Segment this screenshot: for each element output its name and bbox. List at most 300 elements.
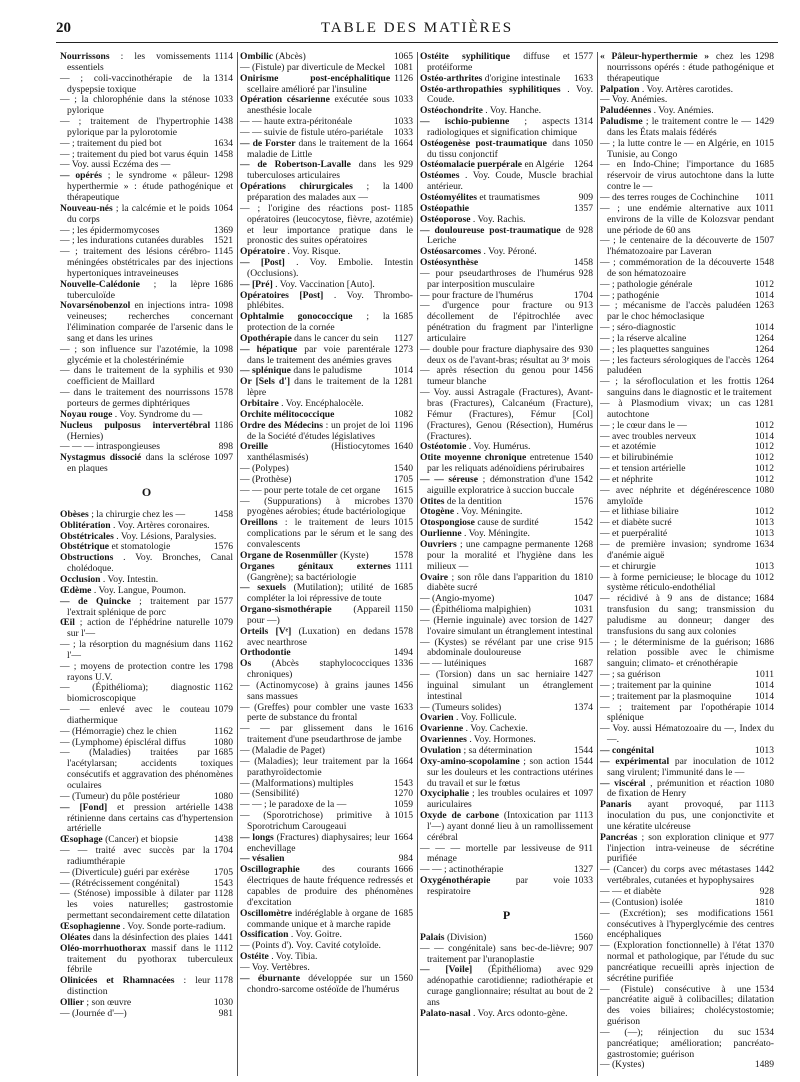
entry-text: en Algérie [524,159,565,171]
entry-text: de Leriche [427,224,575,247]
entry-text: ayant provoqué, par inoculation du pus, une conjonctivite et une kératite ulcéreuse [607,799,774,832]
page-ref: 1012 [754,452,774,464]
entry-text: ; les troubles oculaires et auriculaires [427,788,570,811]
index-entry [420,453,593,475]
index-entry [240,833,413,855]
entry-text: — ; la lutte contre le — en Algérie, en Tunisie, au Congo [600,137,751,160]
index-entry [240,583,413,605]
page-ref: 1264 [754,343,774,355]
index-entry [60,748,233,791]
entry-text: : les vomissements essentiels [67,52,211,73]
page-ref: 1687 [573,658,593,670]
entry-term: — éburnante [240,972,300,984]
entry-term: Ostéite [240,951,269,963]
page-ref: 1314 [213,72,233,84]
page-ref: 1810 [754,896,774,908]
index-entry [240,605,413,627]
entry-text: — ; la résorption du magnésium dans l'— [60,639,211,661]
entry-text: — ; la chlorophénie dans la sténose pylorique [60,94,210,117]
entry-text: — ; le déterminisme de la guérison; relation possible avec le chimisme sanguin; climato- et crénothérapie [600,636,774,670]
page-ref: 1400 [393,181,413,193]
index-entry [240,182,413,204]
index-entry [240,974,413,996]
entry-term: — [Voile] [420,964,473,976]
entry-term: Palato-nasal [420,1007,471,1019]
entry-term: Opération césarienne [240,94,330,106]
entry-term: Orthodontie [240,647,291,659]
index-entry [600,540,774,562]
page-ref: 1357 [573,202,593,214]
page-ref: 1534 [754,983,774,995]
entry-text: — ; traitement de l'hypertrophie pylorique par la pylorotomie [60,116,210,138]
index-entry [420,269,593,291]
entry-text: dans le cancer du sein [294,332,379,344]
index-entry [240,258,413,280]
page-ref: 1059 [393,799,413,811]
page-ref: 1336 [393,658,413,670]
entry-text: massif dans le traitement du pyothorax tuberculeux fébrile [67,942,233,976]
entry-text: — et bilirubinémie [600,452,674,464]
index-entry [60,280,233,302]
index-entry [420,944,593,966]
entry-text: . Voy. Lésions, Paralysies. [116,530,217,542]
entry-text: — (Prothèse) [240,473,292,485]
entry-text: — (Sténose) impossible à dilater par les voies naturelles; gastrostomie permettant secondairement cette dilatation [60,888,233,922]
page-ref: 1548 [754,257,774,269]
entry-text: développée sur un chondro-sarcome ostéoïde de l'humérus [247,972,400,995]
page-ref: 1081 [393,61,413,73]
page-ref: 928 [759,885,774,897]
entry-term: Oléo-morrhuothorax [60,942,147,954]
entry-text: . Voy. Méningite. [456,506,523,518]
index-entry [600,985,774,1028]
entry-text: — (Kystes) [600,1059,645,1071]
entry-text: . Voy. Goitre. [290,929,342,941]
page-number: 20 [56,20,71,36]
page-ref: 1128 [214,888,233,900]
entry-text: — — — intraspongieuses [60,441,160,453]
entry-term: Ombilic [240,52,274,62]
page-ref: 1014 [754,322,774,334]
page-ref: 1489 [754,1059,774,1071]
page-header [56,20,778,43]
index-entry [60,204,233,226]
page-ref: 1705 [393,473,413,485]
entry-term: Otite moyenne chronique [420,452,527,464]
page-ref: 1079 [213,617,233,629]
index-entry [420,388,593,442]
entry-text: — (Maladie de Paget) [240,745,325,756]
index-entry [600,356,774,378]
entry-text: d'origine intestinale [484,72,561,84]
entry-text: — (Rétrécissement congénital) [60,877,180,889]
entry-text: — en Indo-Chine; l'importance du réservoir de virus autochtone dans la lutte contre le — [600,159,774,193]
entry-term: — de Quincke [60,595,131,607]
entry-text: exécutée sous anesthésie locale [247,94,390,117]
index-entry [60,944,233,977]
page-ref: 1281 [393,376,413,388]
entry-text: — ; son influence sur l'azotémie, la glycémie et la cholestérinémie [60,343,210,366]
entry-term: Ossification [240,929,289,941]
entry-text: . Voy. Méningite. [463,528,530,540]
entry-text: : un projet de loi de la Société d'études législatives [247,419,391,442]
entry-term: Organes génitaux externes [240,560,391,572]
entry-term: Oreillons [240,517,278,529]
entry-text: — Voy. Anémies. [600,94,668,106]
entry-text: — (Diverticule) guéri par exérèse [60,866,190,878]
page-ref: 1577 [213,595,233,607]
page-ref: 1145 [214,246,233,258]
entry-term: Ostéosarcomes [420,246,482,258]
page-ref: 1014 [754,289,774,301]
entry-term: Otites [420,495,445,507]
entry-text: — (Greffes) pour combler une vaste perte de substance du frontal [240,701,390,724]
entry-term: Paludisme [600,116,643,128]
entry-text: — (Tumeur) du pôle postérieur [60,790,181,802]
index-entry [420,757,593,790]
entry-text: ; une campagne permanente pour la moralité et l'hygiène dans les milieux — [427,538,593,572]
index-entry [600,638,774,671]
page-ref: 1458 [213,508,233,520]
index-entry [600,779,774,801]
entry-term: — douloureuse post-traumatique [420,224,561,236]
entry-text: . Voy. Langue, Poumon. [93,584,186,596]
entry-term: — [Post] [240,257,285,269]
entry-text: par voie respiratoire [427,875,570,897]
page-ref: 1616 [393,723,413,735]
entry-term: Organo-sismothérapie [240,604,332,616]
page-ref: 1542 [573,517,593,529]
entry-term: Opératoires [Post] [240,289,324,301]
entry-text: . Voy. Hanche. [485,105,542,117]
entry-text: chez les nourrissons opérés : étude pathogénique et thérapeutique [607,52,774,84]
index-entry [420,52,593,74]
entry-text: ; sa détermination [463,745,533,756]
entry-text: — (Fistule) par diverticule de Meckel [240,61,386,73]
entry-term: — expérimental [600,755,670,767]
entry-text: — double pour fracture diaphysaire des deux os de l'avant-bras; résultat au 3ᵉ mois [420,343,591,366]
page-ref: 915 [578,636,593,648]
index-entry [60,301,233,344]
entry-term: Ostéo-arthropathies syphilitiques [420,83,561,95]
entry-text: — (Angio-myome) [420,593,495,605]
entry-text: ; la préparation des malades aux — [247,181,390,203]
page-ref: 1705 [213,866,233,878]
index-entry [600,258,774,280]
entry-text: — (Malformations) multiples [240,777,354,789]
section-letter: O [141,484,152,499]
page-ref: 1369 [213,224,233,236]
page-ref: 1370 [754,940,774,952]
entry-term: Œsophagienne [60,920,121,932]
entry-text: . Voy. Rachis. [472,213,526,225]
page-ref: 1640 [393,441,413,453]
page-ref: 928 [578,267,593,279]
entry-text: ; action de l'éphédrine naturelle sur l'— [67,617,210,640]
index-entry [600,909,774,942]
index-entry [420,638,593,660]
entry-text: — (Excrétion); ses modifications consécutives à l'hyperglycémie des centres encéphaliques [600,907,774,941]
page-ref: 1540 [573,452,593,464]
entry-text: — (Maladies) traitées par l'acétylarsan; accidents toxiques consécutifs et aggravation des phénomènes oculaires [60,747,233,791]
page-ref: 1186 [214,419,233,431]
entry-term: Ostéomalacie puerpérale [420,159,523,171]
page-ref: 1268 [573,538,593,550]
entry-text: — (Hernie inguinale) avec torsion de l'ovaire simulant un étranglement intestinal [420,614,593,637]
page-ref: 1185 [394,202,413,214]
page-ref: 1162 [214,682,233,694]
index-entry [600,377,774,399]
page-ref: 1033 [573,875,593,887]
page-ref: 1438 [213,801,233,813]
entry-term: Orbitaire [240,398,279,409]
entry-term: Œdème [60,584,92,596]
page-ref: 1685 [393,582,413,594]
entry-term: — sexuels [240,582,286,594]
entry-term: Palais [420,931,445,943]
index-entry [240,703,413,725]
index-entry [420,965,593,1008]
entry-text: — (Points d'). Voy. Cavité cotyloïde. [240,940,381,952]
entry-text: — (Sporotrichose) primitive à Sporotrichum Carougeaui [240,810,390,832]
page-ref: 1634 [754,538,774,550]
entry-text: — (Suppurations) à microbes pyogènes aérobies; étude bactériologique [240,495,406,518]
entry-text: . Voy. Follicule. [455,712,517,724]
entry-text: — — haute extra-péritonéale [240,116,353,128]
entry-text: — ; traitement des lésions cérébro-méningées obstétricales par des injections hypertoniques intraveineuses [60,246,233,279]
index-entry [420,171,593,193]
index-entry [240,724,413,746]
entry-term: — congénital [600,745,655,756]
entry-text: ; son œuvre [86,996,132,1008]
entry-text: — récidivé à 9 ans de distance; transfusion du sang; transmission du paludisme au donneur; danger des transfusions du sang aux colonies [600,593,774,637]
index-entry [240,811,413,833]
entry-text: (Intoxication par l'—) ayant donné lieu à un ramollissement cérébral [427,810,593,843]
entry-term: Ordre des Médecins [240,419,323,431]
index-entry [600,833,774,866]
page-ref: 1684 [754,593,774,605]
index-entry [60,74,233,96]
page-ref: 1012 [754,473,774,485]
entry-term: Oblitération [60,519,111,531]
page-ref: 1442 [754,864,774,876]
page-ref: 1458 [573,257,593,269]
entry-term: Oscillomètre [240,907,293,919]
entry-text: (Hernies) [67,430,104,442]
entry-text: — — traité avec succès par la radiumthérapie [60,845,210,867]
entry-text: ; la lèpre tuberculoïde [67,278,210,301]
entry-text: scellaire amélioré par l'insuline [247,83,367,95]
entry-text: — ; traitement par l'opothérapie splénique [600,701,751,724]
page-ref: 1543 [393,777,413,789]
entry-text: — et puerpéralité [600,528,668,540]
index-entry [600,800,774,833]
section-letter: P [502,907,511,922]
entry-text: — — ; actinothérapie [420,864,504,876]
entry-term: Obstétrique [60,541,110,553]
page-ref: 1012 [754,419,774,431]
entry-text: — (Tumeurs solides) [420,701,502,713]
entry-term: Oléates [60,931,91,943]
page-ref: 1033 [393,126,413,138]
page-ref: 1013 [754,528,774,540]
index-columns [58,52,780,1076]
page-ref: 1065 [393,52,413,62]
entry-text: : leur distinction [67,975,211,998]
entry-text: — — enlevé avec le couteau diathermique [60,704,210,726]
entry-text: — ; la réserve alcaline [600,332,687,344]
index-entry [600,301,774,323]
entry-text: — (Cancer) du corps avec métastases vertébrales, cutanées et hypophysaires [600,864,755,887]
entry-text: dans du tissu conjonctif [427,137,570,160]
index-entry [60,366,233,388]
page-ref: 1270 [393,788,413,800]
page-ref: 1014 [393,365,413,377]
page-ref: 1014 [754,690,774,702]
page-ref: 1664 [393,137,413,149]
entry-text: — — et diabète [600,885,662,897]
entry-text: , prémunition et réaction de fixation de Henry [607,777,751,800]
entry-term: Nouveau-nés [60,202,113,214]
entry-text: — dans le traitement de la syphilis et coefficient de Maillard [60,365,215,388]
entry-text: . Voy. Encéphalocèle. [281,398,364,409]
entry-text: ; aspects radiologiques et signification chimique [427,116,578,138]
entry-text: — ; commémoration de la découverte de son hématozoaire [600,257,751,279]
entry-text: — et néphrite [600,473,653,485]
entry-text: — — congénitale) sans bec-de-lièvre; traitement par l'uranoplastie [420,942,575,965]
page-ref: 1031 [573,604,593,616]
entry-term: Oscillographie [240,864,300,876]
page-ref: 1544 [573,755,593,767]
entry-text: — (Épithélioma); diagnostic biomicroscopique [60,682,211,705]
index-entry [60,117,233,139]
entry-term: Obèses [60,508,89,520]
entry-term: Opothérapie [240,332,292,344]
page-ref: 1050 [573,137,593,149]
entry-text: — et lithiase biliaire [600,506,679,518]
page-ref: 1281 [754,398,774,409]
page-ref: 1012 [754,463,774,475]
page-ref: 1012 [754,506,774,518]
entry-text: ; démonstration d'une aiguille exploratrice à succion buccale [427,473,575,496]
page-title: TABLE DES MATIÈRES [320,20,514,36]
entry-text: par voie parentérale dans le traitement des anémies graves [247,343,392,366]
index-entry [60,640,233,662]
page-ref: 1079 [213,704,233,716]
entry-term: Otogène [420,506,455,518]
entry-text: cause de surdité [477,517,539,529]
entry-text: — (Kystes) se révélant par une crise abdominale douloureuse [420,636,575,659]
page-ref: 1012 [754,441,774,453]
index-entry [240,74,413,96]
index-entry [420,475,593,497]
index-entry [600,160,774,193]
page-ref: 930 [578,343,593,355]
entry-text: — à forme pernicieuse; le blocage du système réticulo-endothélial [600,571,751,594]
entry-term: Olinicées et Rhamnacées [60,975,175,987]
page-ref: 1011 [755,669,774,681]
page-ref: 929 [578,964,593,976]
entry-text: — ; l'origine des réactions post-opératoires (leucocytose, fièvre, azotémie) et leur importance pratique dans le pronostic des suites opératoires [240,202,413,247]
page-ref: 1264 [754,376,774,388]
index-entry [60,52,233,74]
page-ref: 1012 [754,278,774,290]
index-entry [60,247,233,280]
index-entry [60,597,233,619]
index-entry [600,703,774,725]
page-ref: 1264 [573,159,593,171]
index-entry [600,486,774,508]
page-ref: 1015 [393,810,413,822]
page-ref: 1098 [213,343,233,355]
page-ref: 1577 [573,52,593,62]
page-ref: 1429 [754,116,774,128]
index-entry [240,757,413,779]
page-ref: 1114 [214,52,233,62]
page-ref: 1012 [754,571,774,583]
index-entry [240,421,413,443]
page-ref: 1097 [573,788,593,800]
page-ref: 1633 [573,72,593,84]
entry-text: . Voy. Syndrome du — [114,408,203,420]
index-entry [240,518,413,551]
index-column [238,52,418,1076]
page-ref: 1113 [755,799,774,811]
index-entry [60,705,233,727]
entry-text: par inoculation de sang virulent; l'immunité dans le — [607,755,751,778]
entry-term: Ourlienne [420,528,462,540]
index-entry [60,345,233,367]
entry-text: (Appareil pour —) [247,604,391,626]
page-ref: 1080 [213,736,233,748]
entry-text: (Histiocytomes xanthélasmisés) [247,441,390,464]
entry-term: Ophtalmie gonococcique [240,311,353,323]
index-entry [240,291,413,313]
entry-text: dans le paludisme [293,365,363,377]
index-entry [60,95,233,117]
entry-text: ; son action sur les douleurs et les contractions utérines du travail et sur le fœtus [427,755,593,789]
page-ref: 911 [578,842,593,854]
page-ref: 1561 [754,907,774,919]
page-ref: 1033 [393,116,413,128]
index-entry [240,909,413,931]
entry-term: Oxy-amino-scopolamine [420,755,520,767]
page-ref: 1264 [754,332,774,344]
entry-term: — [Pré] [240,278,273,290]
entry-text: (Abcès staphylococciques chroniques) [247,658,390,681]
entry-text: — — par glissement dans le traitement d'une pseudarthrose de jambe [240,723,402,746]
index-entry [600,724,774,746]
index-entry [240,95,413,117]
entry-term: — longs [240,831,274,843]
entry-text: — ; coli-vaccinothérapie de la dyspepsie toxique [60,72,210,95]
entry-text: — (Hémorragie) chez le chien [60,725,177,737]
page-ref: 984 [398,853,413,865]
entry-text: ; traitement par l'extrait splénique de porc [67,595,210,618]
entry-term: Orteils [Vᵉ] [240,625,292,637]
index-entry [420,844,593,866]
page-ref: 1080 [213,790,233,802]
entry-term: Organe de Rosenmüller [240,549,338,561]
entry-text: — (Lymphome) épiscléral diffus [60,736,186,748]
index-entry [60,976,233,998]
page-ref: 1013 [754,560,774,572]
page-ref: 1015 [393,517,413,529]
entry-text: . Voy. Artères coronaires. [113,519,210,531]
entry-text: . Voy. Sonde porte-radium. [122,920,226,932]
entry-text: dans le traitement de la lèpre [247,376,390,399]
entry-text: ; le traitement contre le — dans les États malais fédérés [607,116,751,138]
